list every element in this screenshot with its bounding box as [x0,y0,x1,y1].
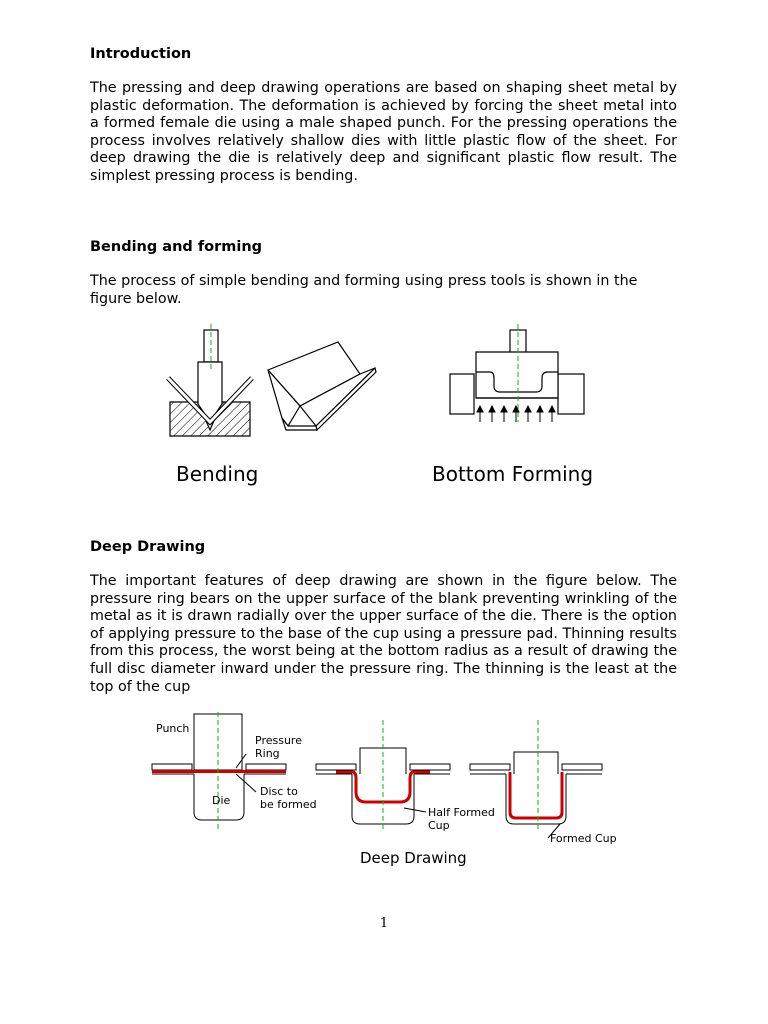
pressure-arrows [477,406,555,422]
heading-bending-forming: Bending and forming [90,239,263,255]
paragraph-bending-forming: The process of simple bending and forming using press tools is shown in the figure below. [90,273,638,307]
figure-deep-drawing [150,712,620,872]
label-half-formed-line2: Cup [428,819,450,832]
deep-drawing-diagram [150,712,620,872]
caption-deep-drawing: Deep Drawing [360,849,467,867]
label-punch: Punch [156,722,190,735]
caption-bottom-forming: Bottom Forming [432,462,594,486]
label-formed-cup: Formed Cup [550,832,617,845]
label-pressure-ring [255,734,302,760]
label-die: Die [212,794,231,807]
page-number: 1 [379,916,389,931]
bending-punch [198,330,222,422]
figure-bending-forming [160,322,620,492]
label-pressure-ring-line1: Pressure [255,734,302,747]
paragraph-introduction: The pressing and deep drawing operations are based on shaping sheet metal by plastic deformation. The deformation is achieved by forcing the sheet metal into a formed female die using a male shaped punch. For the pressing operations the process involves relatively shallow dies with little plastic flow of the sheet. For deep drawing the die is relatively deep and significant plastic flow result. The simplest pressing process is bending. [90,80,677,184]
heading-deep-drawing: Deep Drawing [90,539,206,555]
caption-bending: Bending [176,462,259,486]
bottom-forming-tool [450,330,584,414]
paragraph-deep-drawing: The important features of deep drawing are shown in the figure below. The pressure ring bears on the upper surface of the blank preventing wrinkling of the metal as it is drawn radially over the upper surface of the die. There is the option of applying pressure to the base of the cup using a pressure pad. Thinning results from this process, the worst being at the bottom radius as a result of drawing the full disc diameter inward under the pressure ring. The thinning is the least at the top of the cup [90,573,677,695]
heading-introduction: Introduction [90,46,192,62]
label-half-formed-line1: Half Formed [428,806,495,819]
label-pressure-ring-line2: Ring [255,747,280,760]
label-disc-line1: Disc to [260,785,298,798]
label-disc [260,785,317,811]
label-half-formed-cup [428,806,495,832]
bent-part [268,342,376,430]
label-disc-line2: be formed [260,798,317,811]
